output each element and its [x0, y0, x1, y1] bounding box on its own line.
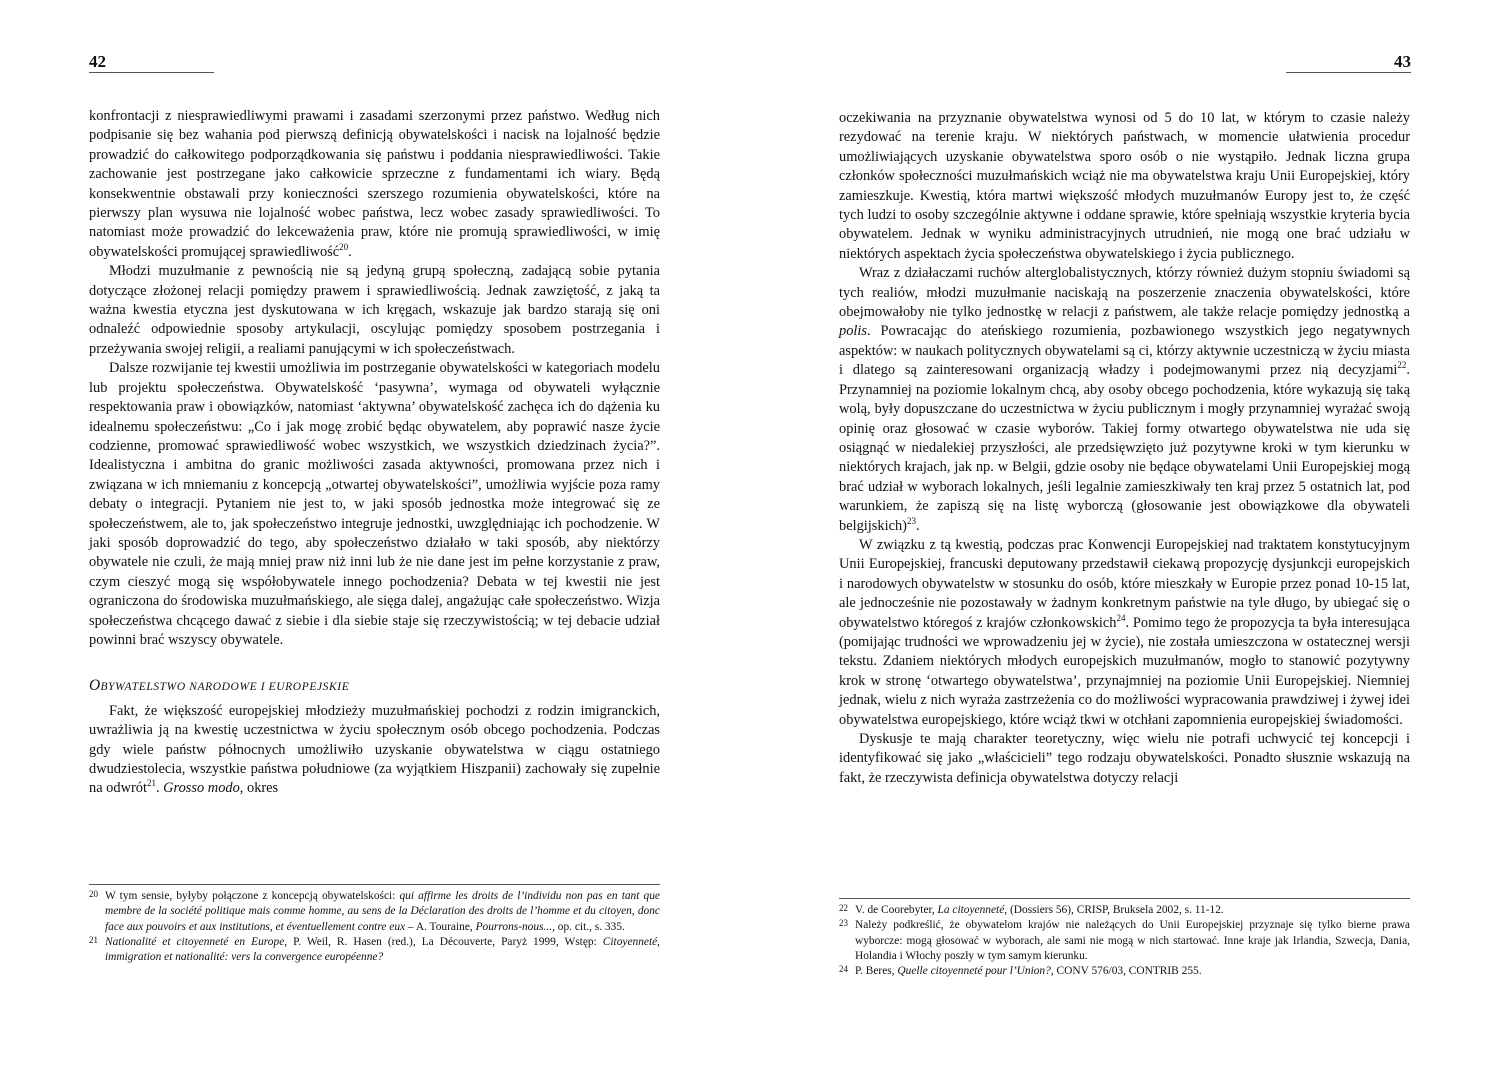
paragraph: Fakt, że większość europejskiej młodzieży muzułmańskiej pochodzi z rodzin imigranckich, uwrażliwia ją na kwestię uczestnictwa w życiu społecznym osób obcego pochodzenia. Podczas gdy wiele państw północnych umożliwiło uzyskanie obywatelstwa w ciągu ostatniego dwudziestolecia, wszystkie państwa południowe (za wyjątkiem Hiszpanii) zachowały się zupełnie na odwrót$^{21}$. Grosso modo, okres — [89, 702, 660, 797]
header-rule — [89, 72, 214, 73]
footnote-ref[interactable]: 24 — [1116, 612, 1126, 623]
paragraph: konfrontacji z niesprawiedliwymi prawami i zasadami szerzonymi przez państwo. Według nich podpisanie się bez wahania pod pierwszą definicją obywatelskości i nacisk na lojalność będzie prowadzić do całkowitego podporządkowania się państwu i poddania niesprawiedliwości. Takie zachowanie jest postrzegane jako całkowicie sprzeczne z fundamentami ich wiary. Będą konsekwentnie obstawali przy konieczności szerszego rozumienia obywatelskości, które na pierwszy plan wysuwa nie lojalność wobec państwa, lecz wobec zasady sprawiedliwości. To natomiast może prowadzić do lekceważenia praw, które nie promują sprawiedliwości, w imię obywatelskości promującej sprawiedliwość$^{20}$. — [89, 108, 660, 260]
footnote-ref[interactable]: 20 — [339, 242, 349, 253]
section-heading: OBYWATELSTWO NARODOWE I EUROPEJSKIE — [89, 677, 350, 695]
right-page — [750, 0, 1500, 1072]
footnote-22: 22 V. de Coorebyter, La citoyenneté, (Dossiers 56), CRISP, Bruksela 2002, s. 11-12. — [839, 903, 1224, 916]
paragraph: oczekiwania na przyznanie obywatelstwa wynosi od 5 do 10 lat, w którym to czasie należy rezydować na terenie kraju. W niektórych państwach, w momencie ułatwienia procedur umożliwiających uzyskanie obywatelstwa sporo osób o nie wystąpiło. Jednak liczna grupa członków społeczności muzułmańskich wciąż nie ma obywatelstwa kraju Unii Europejskiej, który zamieszkuje. Kwestią, która martwi większość młodych muzułmanów Europy jest to, że część tych ludzi to osoby szczególnie aktywne i oddane sprawie, które spełniają wszystkie kryteria bycia obywatelem. Jednak w wyniku administracyjnych utrudnień, nie mogą one brać udziału w niektórych aspektach życia społeczeństwa obywatelskiego i życia publicznego. — [839, 110, 1410, 262]
footnote-rule — [89, 884, 660, 885]
body-text — [839, 109, 1410, 788]
footnote-ref[interactable]: 22 — [1397, 360, 1407, 371]
footnote-21: 21 Nationalité et citoyenneté en Europe, P. Weil, R. Hasen (red.), La Découverte, Paryż 1999, Wstęp: Citoyenneté, immigration et nationalité: vers la convergence européenne? — [89, 934, 661, 964]
footnote-20: 20 W tym sensie, byłyby połączone z koncepcją obywatelskości: qui affirme les droits de l’individu non pas en tant que membre de la société politique mais comme homme, au sens de la Déclaration des droits de l’homme et du citoyen, donc face aux pouvoirs et aux institutions, et éventuellement contre eux – A. Touraine, Pourrons-nous..., op. cit., s. 335. — [89, 889, 660, 933]
footnote-ref[interactable]: 23 — [906, 515, 916, 526]
body-text — [89, 107, 660, 799]
paragraph: Młodzi muzułmanie z pewnością nie są jedyną grupą społeczną, zadającą sobie pytania dotyczące złożonej relacji pomiędzy prawem i sprawiedliwością. Jednak zawziętość, z jaką ta ważna kwestia etyczna jest dyskutowana w ich kręgach, wskazuje jak bardzo starają się oni odnaleźć odpowiednie sposoby artykulacji, oscylując pomiędzy sposobem postrzegania i przeżywania swojej religii, a realiami panującymi w ich społeczeństwach. — [89, 263, 660, 357]
page-number: 43 — [1394, 52, 1411, 71]
paragraph: Dalsze rozwijanie tej kwestii umożliwia im postrzeganie obywatelskości w kategoriach modelu lub projektu społeczeństwa. Obywatelskość ‘pasywna’, wymaga od obywateli wyłącznie respektowania praw i obowiązków, natomiast ‘aktywna’ obywatelskość zachęca ich do dążenia ku idealnemu społeczeństwu: „Co i jak mogę zrobić będąc obywatelem, aby poprawić nasze życie codzienne, promować sprawiedliwość wobec wszystkich, we wszystkich dziedzinach życia?”. Idealistyczna i ambitna do granic możliwości zasada aktywności, promowana przez nich i związana w ich mniemaniu z koncepcją „otwartej obywatelskości”, umożliwia wyjście poza ramy debaty o integracji. Pytaniem nie jest to, w jaki sposób jednostka może integrować się ze społeczeństwem, ale to, jak społeczeństwo integruje jednostki, uwzględniając ich pochodzenie. W jaki sposób doprowadzić do tego, aby społeczeństwo działało w taki sposób, aby niektórzy obywatele nie czuli, że mają mniej praw niż inni lub że nie dane jest im pełne korzystanie z praw, czym cieszyć mogą się współobywatele innego pochodzenia? Debata w tej kwestii nie jest ograniczona do środowiska muzułmańskiego, ale sięga dalej, angażując całe społeczeństwo. Wizja społeczeństwa chcącego dawać z siebie i dla siebie staje się rzeczywistością; w tej debacie udział powinni brać wszyscy obywatele. — [89, 360, 660, 648]
paragraph: W związku z tą kwestią, podczas prac Konwencji Europejskiej nad traktatem konstytucyjnym Unii Europejskiej, francuski deputowany przedstawił ciekawą propozycję dysjunkcji europejskich i narodowych obywatelstw w stosunku do osób, które mieszkały w Europie przez ponad 10-15 lat, ale jednocześnie nie pozostawały w żadnym konkretnym państwie na tyle długo, by ubiegać się o obywatelstwo któregoś z krajów członkowskich$^{24}$. Pomimo tego że propozycja ta była interesująca (pomijając trudności we wprowadzeniu jej w życie), nie została umieszczona w ostatecznej wersji tekstu. Zdaniem niektórych młodych europejskich muzułmanów, mogło to stanowić pozytywny krok w stronę ‘otwartego obywatelstwa’, przynajmniej na poziomie Unii Europejskiej. Niemniej jednak, wielu z nich wyraża zastrzeżenia co do możliwości wypracowania prawdziwej i żywej idei obywatelstwa europejskiego, które wciąż tkwi w otchłani zapomnienia europejskiej świadomości. — [839, 536, 1411, 728]
header-rule — [1286, 72, 1411, 73]
footnote-24: 24 P. Beres, Quelle citoyenneté pour l’Union?, CONV 576/03, CONTRIB 255. — [839, 964, 1202, 978]
footnotes — [839, 898, 1410, 979]
paragraph: Dyskusje te mają charakter teoretyczny, więc wielu nie potrafi uchwycić tej koncepcji i identyfikować się jako „właścicieli” tego rodzaju obywatelskości. Ponadto słusznie wskazują na fakt, że rzeczywista definicja obywatelstwa dotyczy relacji — [839, 731, 1410, 786]
footnote-rule — [839, 898, 1410, 899]
footnote-ref[interactable]: 21 — [146, 778, 156, 789]
footnotes — [89, 884, 660, 965]
footnote-23: 23 Należy podkreślić, że obywatelom krajów nie należących do Unii Europejskiej przyznaje się tylko bierne prawa wyborcze: mogą głosować w wyborach, ale sami nie mogą w nich startować. Inne kraje jak Irlandia, Szwecja, Dania, Holandia i Włochy poszły w tym samym kierunku. — [839, 918, 1410, 962]
paragraph: Wraz z działaczami ruchów alterglobalistycznych, którzy również dużym stopniu świadomi są tych realiów, młodzi muzułmanie naciskają na poszerzenie znaczenia obywatelskości, które obejmowałoby nie tylko jednostkę w relacji z państwem, ale także relacje pomiędzy jednostką a polis. Powracając do ateńskiego rozumienia, pozbawionego wszystkich jego negatywnych aspektów: w naukach politycznych obywatelami są ci, którzy aktywnie uczestniczą w życiu miasta i dlatego są zainteresowani organizacją władzy i podejmowanymi przez nią decyzjami$^{22}$. Przynamniej na poziomie lokalnym chcą, aby osoby obcego pochodzenia, które wykazują się taką wolą, były dopuszczane do uczestnictwa w życiu publicznym i mogły przynamniej wyrażać swoją opinię oraz głosować w czasie wyborów. Takiej formy otwartego obywatelstwa nie uda się osiągnąć w niedalekiej przyszłości, ale przedsięwzięto już pozytywne kroki w tym kierunku w niektórych krajach, jak np. w Belgii, gdzie osoby nie będące obywatelami Unii Europejskiej mogą brać udział w wyborach lokalnych, jeśli legalnie zamieszkiwały ten kraj przez 5 ostatnich lat, pod warunkiem, że zapiszą się na listę wyborczą (głosowanie jest obowiązkowe dla obywateli belgijskich)$^{23}$. — [839, 265, 1410, 534]
page-number: 42 — [89, 52, 106, 71]
